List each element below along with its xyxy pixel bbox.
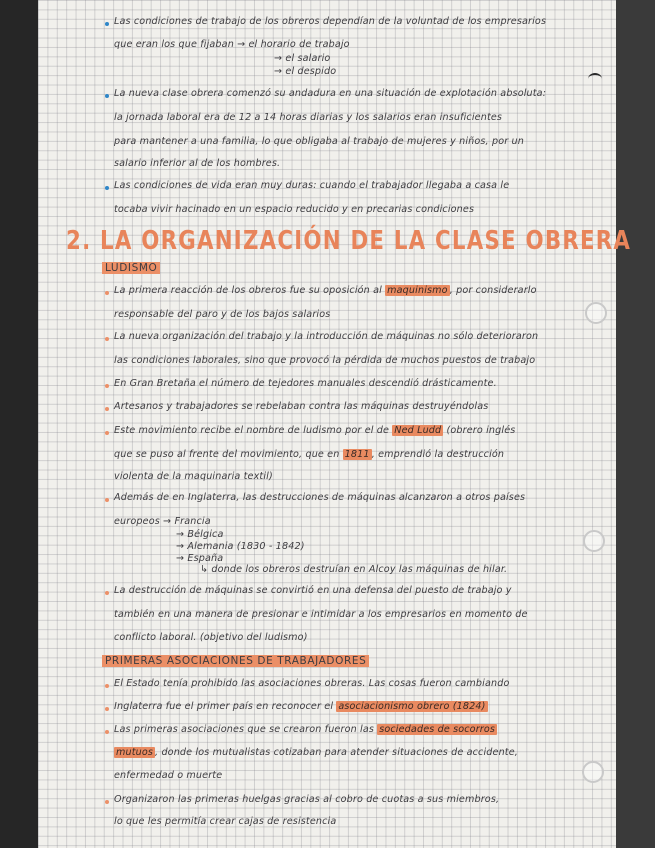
note-line: → Bélgica <box>176 529 224 540</box>
note-line: La destrucción de máquinas se convirtió en una defensa del puesto de trabajo y <box>114 585 512 596</box>
note-line: para mantener a una familia, lo que obligaba al trabajo de mujeres y niños, por un <box>114 136 524 147</box>
bullet-icon <box>105 730 109 734</box>
note-line: La nueva organización del trabajo y la introducción de máquinas no sólo deterioraron <box>114 331 539 342</box>
note-line: mutuos , donde los mutualistas cotizaban para atender situaciones de accidente, <box>116 747 518 758</box>
note-line: ↳ donde los obreros destruían en Alcoy las máquinas de hilar. <box>200 564 508 575</box>
bullet-icon <box>105 384 109 388</box>
bullet-icon <box>105 407 109 411</box>
bullet-icon <box>105 94 109 98</box>
note-line: En Gran Bretaña el número de tejedores manuales descendió drásticamente. <box>114 378 497 389</box>
note-line: Además de en Inglaterra, las destrucciones de máquinas alcanzaron a otros países <box>114 492 526 503</box>
ring-hole-icon <box>585 302 607 324</box>
bullet-icon <box>105 800 109 804</box>
note-line: lo que les permitía crear cajas de resistencia <box>114 816 337 827</box>
note-line: Este movimiento recibe el nombre de ludismo por el de Ned Ludd (obrero inglés <box>114 425 516 436</box>
bullet-icon <box>105 498 109 502</box>
bullet-icon <box>105 186 109 190</box>
note-line: salario inferior al de los hombres. <box>114 158 281 169</box>
notebook-page <box>38 0 616 848</box>
note-line: Las primeras asociaciones que se crearon fueron las sociedades de socorros <box>114 724 496 735</box>
note-line: → el despido <box>274 66 337 77</box>
section-title: 2. LA ORGANIZACIÓN DE LA CLASE OBRERA <box>66 226 632 256</box>
note-line: las condiciones laborales, sino que provocó la pérdida de muchos puestos de trabajo <box>114 355 536 366</box>
note-line: responsable del paro y de los bajos salarios <box>114 309 331 320</box>
bullet-icon <box>105 291 109 295</box>
subheading-asociaciones: PRIMERAS ASOCIACIONES DE TRABAJADORES <box>102 655 369 667</box>
bullet-icon <box>105 707 109 711</box>
note-line: tocaba vivir hacinado en un espacio reducido y en precarias condiciones <box>114 204 475 215</box>
note-line: La primera reacción de los obreros fue su oposición al maquinismo , por considerarlo <box>114 285 537 296</box>
highlight: 1811 <box>344 449 370 460</box>
note-line: → España <box>176 553 224 564</box>
note-line: Inglaterra fue el primer país en reconocer el asociacionismo obrero (1824) <box>114 701 486 712</box>
note-line: → Alemania (1830 - 1842) <box>176 541 305 552</box>
note-line: la jornada laboral era de 12 a 14 horas diarias y los salarios eran insuficientes <box>114 112 503 123</box>
bullet-icon <box>105 337 109 341</box>
subheading-ludismo: LUDISMO <box>102 262 160 274</box>
background-right <box>616 0 655 848</box>
note-line: La nueva clase obrera comenzó su andadura en una situación de explotación absoluta: <box>114 88 547 99</box>
note-line: El Estado tenía prohibido las asociaciones obreras. Las cosas fueron cambiando <box>114 678 510 689</box>
note-line: conflicto laboral. (objetivo del ludismo) <box>114 632 308 643</box>
highlight: sociedades de socorros <box>379 724 496 735</box>
ring-hole-icon <box>582 761 604 783</box>
note-line: Organizaron las primeras huelgas gracias al cobro de cuotas a sus miembros, <box>114 794 500 805</box>
note-line: violenta de la maquinaria textil) <box>114 471 273 482</box>
bullet-icon <box>105 684 109 688</box>
bullet-icon <box>105 591 109 595</box>
highlight: Ned Ludd <box>394 425 442 436</box>
highlight: asociacionismo obrero (1824) <box>338 701 486 712</box>
note-line: europeos → Francia <box>114 516 211 527</box>
background-left <box>0 0 38 848</box>
note-line: que eran los que fijaban → el horario de trabajo <box>114 39 350 50</box>
note-line: Las condiciones de vida eran muy duras: cuando el trabajador llegaba a casa le <box>114 180 510 191</box>
highlight: mutuos <box>116 747 154 758</box>
note-line: → el salario <box>274 53 331 64</box>
bullet-icon <box>105 22 109 26</box>
note-line: Las condiciones de trabajo de los obreros dependían de la voluntad de los empresarios <box>114 16 547 27</box>
ring-hook-icon <box>588 73 602 85</box>
note-line: Artesanos y trabajadores se rebelaban contra las máquinas destruyéndolas <box>114 401 489 412</box>
note-line: que se puso al frente del movimiento, que en 1811 , emprendió la destrucción <box>114 449 505 460</box>
note-line: también en una manera de presionar e intimidar a los empresarios en momento de <box>114 609 528 620</box>
bullet-icon <box>105 431 109 435</box>
highlight: maquinismo <box>387 285 448 296</box>
ring-hole-icon <box>583 530 605 552</box>
note-line: enfermedad o muerte <box>114 770 223 781</box>
